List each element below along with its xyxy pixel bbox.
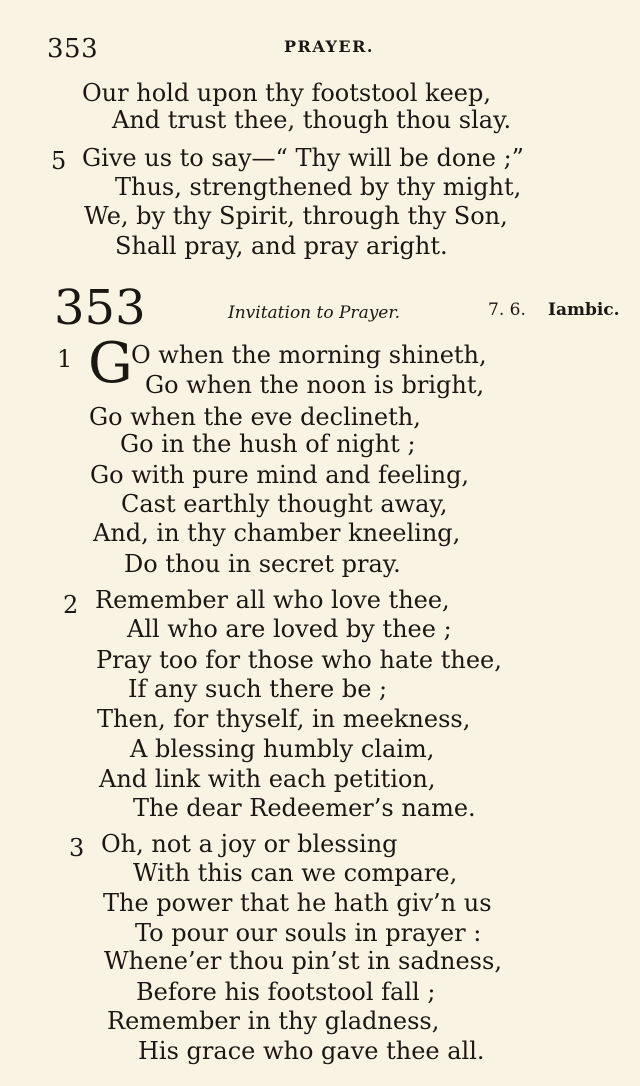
verse-line: Go with pure mind and feeling,: [90, 461, 470, 489]
verse-line: All who are loved by thee ;: [127, 615, 452, 643]
verse-line: We, by thy Spirit, through thy Son,: [84, 202, 508, 230]
verse-line: Remember in thy gladness,: [107, 1007, 440, 1035]
page-number: 353: [47, 34, 99, 64]
verse-line: Pray too for those who hate thee,: [96, 646, 502, 674]
verse-line: Go when the eve declineth,: [89, 403, 421, 431]
verse-number: 2: [63, 591, 79, 619]
verse-line: Go when the noon is bright,: [145, 371, 485, 399]
verse-line: Cast earthly thought away,: [121, 490, 448, 518]
verse-line: His grace who gave thee all.: [138, 1037, 485, 1065]
verse-number: 5: [51, 147, 67, 175]
verse-number: 3: [69, 834, 85, 862]
verse-line: Shall pray, and pray aright.: [115, 232, 448, 260]
verse-line: Do thou in secret pray.: [124, 550, 401, 578]
verse-line: Then, for thyself, in meekness,: [97, 705, 471, 733]
verse-line: The dear Redeemer’s name.: [133, 794, 476, 822]
drop-cap: G: [88, 331, 133, 396]
verse-line: A blessing humbly claim,: [130, 735, 435, 763]
verse-line: Before his footstool fall ;: [136, 978, 436, 1006]
verse-line: And link with each petition,: [99, 765, 436, 793]
verse-line: Oh, not a joy or blessing: [101, 830, 398, 858]
hymn-number: 353: [54, 280, 146, 336]
hymn-meter: 7. 6.: [488, 300, 526, 320]
verse-line: O when the morning shineth,: [131, 341, 487, 369]
continuation-line: And trust thee, though thou slay.: [112, 106, 512, 134]
verse-line: The power that he hath giv’n us: [103, 889, 492, 917]
continuation-line: Our hold upon thy footstool keep,: [82, 79, 491, 107]
verse-line: With this can we compare,: [133, 859, 458, 887]
hymn-title: Invitation to Prayer.: [228, 303, 401, 323]
verse-line: Go in the hush of night ;: [120, 430, 416, 458]
verse-line: If any such there be ;: [128, 675, 388, 703]
verse-line: Remember all who love thee,: [95, 586, 450, 614]
verse-line: Whene’er thou pin’st in sadness,: [104, 947, 502, 975]
hymn-meter-name: Iambic.: [548, 300, 620, 320]
verse-line: Thus, strengthened by thy might,: [115, 173, 522, 201]
verse-line: To pour our souls in prayer :: [135, 919, 482, 947]
verse-number: 1: [57, 345, 73, 373]
running-head: PRAYER.: [284, 37, 374, 56]
verse-line: And, in thy chamber kneeling,: [93, 519, 461, 547]
verse-line: Give us to say—“ Thy will be done ;”: [82, 144, 524, 172]
